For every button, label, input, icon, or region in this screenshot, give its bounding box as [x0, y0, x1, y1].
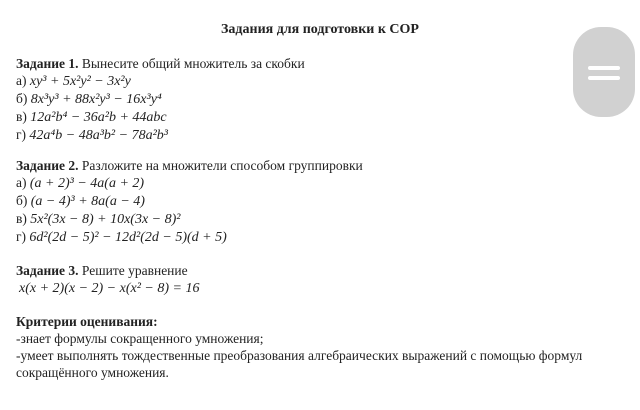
task-2-item-expr: 6d²(2d − 5)² − 12d²(2d − 5)(d + 5): [29, 230, 227, 245]
page-title: Задания для подготовки к СОР: [221, 22, 419, 37]
task-2-item-expr: (a + 2)³ − 4a(a + 2): [29, 176, 145, 191]
task-2-item-expr: (a − 4)³ + 8a(a − 4): [30, 194, 145, 209]
criteria-block: [16, 313, 636, 381]
task-1-item-expr: 8x³y³ + 88x²y³ − 16x³y⁴: [30, 92, 162, 107]
task-3-text: Решите уравнение: [78, 263, 188, 278]
task-2-item-label: а): [16, 175, 30, 190]
criteria-line: -знает формулы сокращенного умножения;: [16, 331, 264, 346]
task-1-item-label: б): [16, 91, 31, 106]
task-2-item-label: г): [16, 229, 30, 244]
task-1-item-label: в): [16, 109, 31, 124]
task-1-text: Вынесите общий множитель за скобки: [78, 56, 305, 71]
task-2-block: [16, 157, 636, 246]
task-3-block: [16, 262, 636, 297]
task-1-heading: Задание 1.: [16, 56, 79, 71]
task-2-item-label: б): [16, 193, 31, 208]
task-2-text: Разложите на множители способом группировки: [78, 158, 363, 173]
task-3-equation: x(x + 2)(x − 2) − x(x² − 8) = 16: [19, 281, 200, 296]
task-2-item-label: в): [16, 211, 31, 226]
task-1-block: [16, 55, 636, 144]
criteria-line: -умеет выполнять тождественные преобразования алгебраических выражений с помощью формул сокращённого умножения.: [16, 348, 583, 380]
task-2-item-expr: 5x²(3x − 8) + 10x(3x − 8)²: [30, 212, 181, 227]
criteria-heading: Критерии оценивания:: [16, 314, 158, 329]
task-1-item-label: г): [16, 127, 30, 142]
scroll-handle[interactable]: [573, 27, 635, 117]
task-1-item-expr: 12a²b⁴ − 36a²b + 44abc: [30, 110, 167, 125]
task-1-item-expr: 42a⁴b − 48a³b² − 78a²b³: [29, 128, 168, 143]
task-1-item-label: а): [16, 73, 30, 88]
task-1-item-expr: xy³ + 5x²y² − 3x²y: [29, 74, 131, 89]
task-2-heading: Задание 2.: [16, 158, 79, 173]
task-3-heading: Задание 3.: [16, 263, 79, 278]
